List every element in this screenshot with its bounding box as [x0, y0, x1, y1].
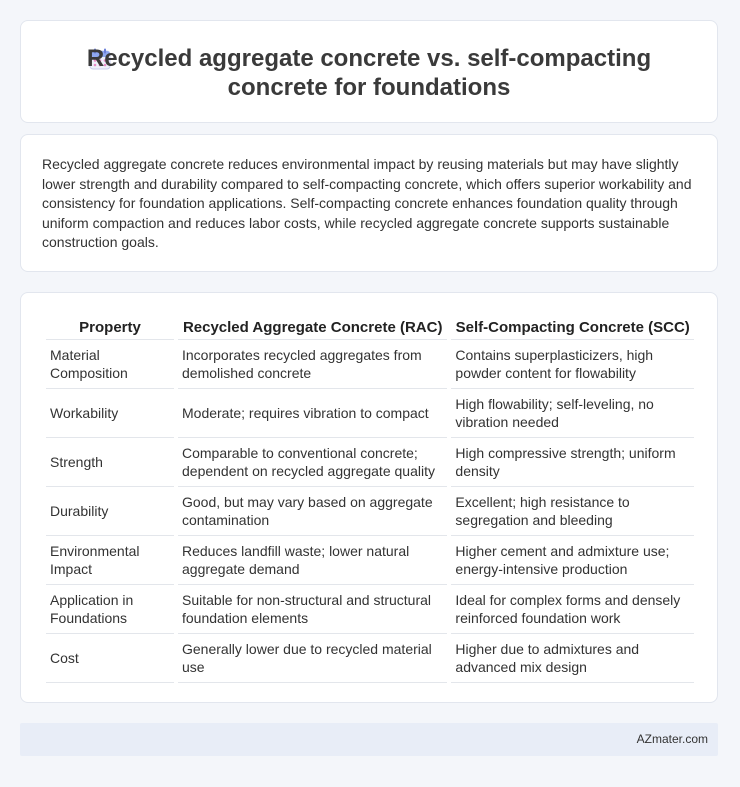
comparison-table-card [20, 292, 718, 703]
page-title: Recycled aggregate concrete vs. self-compacting concrete for foundations [86, 45, 652, 101]
table-row [46, 536, 694, 585]
header-property: Property [46, 315, 174, 340]
footer-brand-link[interactable]: AZmater.com [636, 732, 708, 746]
table-cell-property: Strength [46, 438, 174, 487]
table-cell-rac: Moderate; requires vibration to compact [178, 389, 447, 438]
table-cell-property: Material Composition [46, 340, 174, 389]
table-cell-rac: Reduces landfill waste; lower natural aggregate demand [178, 536, 447, 585]
table-row [46, 340, 694, 389]
footer-bar [20, 723, 718, 756]
title-card [20, 20, 718, 123]
table-row [46, 634, 694, 683]
table-cell-scc: Higher cement and admixture use; energy-intensive production [451, 536, 694, 585]
table-row [46, 438, 694, 487]
header-scc: Self-Compacting Concrete (SCC) [451, 315, 694, 340]
table-cell-property: Cost [46, 634, 174, 683]
table-cell-scc: High compressive strength; uniform density [451, 438, 694, 487]
table-cell-property: Application in Foundations [46, 585, 174, 634]
table-cell-property: Workability [46, 389, 174, 438]
table-row [46, 487, 694, 536]
header-rac: Recycled Aggregate Concrete (RAC) [178, 315, 447, 340]
table-cell-scc: Contains superplasticizers, high powder content for flowability [451, 340, 694, 389]
table-cell-scc: High flowability; self-leveling, no vibration needed [451, 389, 694, 438]
table-row [46, 389, 694, 438]
table-cell-rac: Comparable to conventional concrete; dependent on recycled aggregate quality [178, 438, 447, 487]
table-cell-rac: Good, but may vary based on aggregate contamination [178, 487, 447, 536]
summary-text: Recycled aggregate concrete reduces environmental impact by reusing materials but may have slightly lower strength and durability compared to self-compacting concrete, which offers superior workability and consistency for foundation applications. Self-compacting concrete enhances foundation quality through uniform compaction and reduces labor costs, while recycled aggregate concrete supports sustainable construction goals. [42, 156, 692, 251]
table-cell-property: Durability [46, 487, 174, 536]
table-header-row [46, 315, 694, 340]
table-cell-rac: Incorporates recycled aggregates from demolished concrete [178, 340, 447, 389]
comparison-table [42, 315, 698, 683]
table-cell-rac: Suitable for non-structural and structural foundation elements [178, 585, 447, 634]
table-cell-property: Environmental Impact [46, 536, 174, 585]
table-cell-scc: Higher due to admixtures and advanced mix design [451, 634, 694, 683]
table-row [46, 585, 694, 634]
summary-card [20, 134, 718, 272]
table-cell-scc: Ideal for complex forms and densely reinforced foundation work [451, 585, 694, 634]
table-cell-rac: Generally lower due to recycled material use [178, 634, 447, 683]
table-cell-scc: Excellent; high resistance to segregation and bleeding [451, 487, 694, 536]
